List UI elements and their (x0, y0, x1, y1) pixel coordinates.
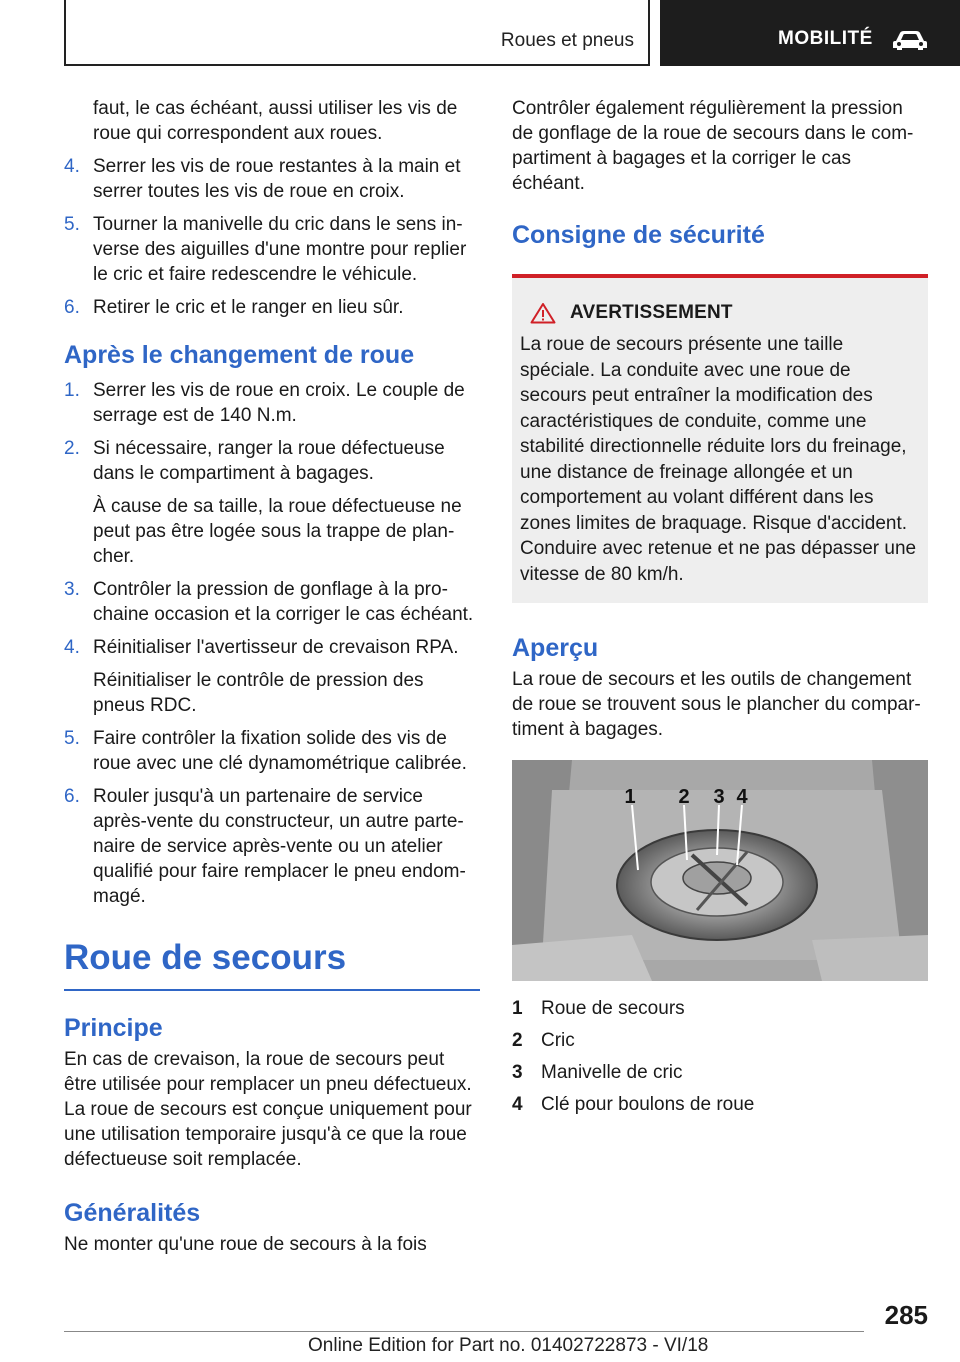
principle-text: En cas de crevaison, la roue de secours peut être utilisée pour remplacer un pneu défectueux. La roue de secours est conçue uniquement pour une utilisation temporaire jusqu'à ce que la roue défectueuse soit remplacée. (64, 1049, 472, 1170)
photo-label-2: 2 (678, 786, 690, 808)
photo-label-3: 3 (713, 786, 725, 808)
continued-text: faut, le cas échéant, aussi utiliser les vis de roue qui correspondent aux roues. (93, 98, 458, 144)
spare-wheel-heading: Roue de secours (64, 938, 347, 977)
step-note: À cause de sa taille, la roue défectueuse ne peut pas être logée sous la trappe de plancher. (93, 496, 462, 567)
section-tab (660, 0, 960, 66)
safety-heading: Consigne de sécurité (512, 221, 765, 249)
warning-box (512, 274, 928, 603)
warning-triangle-icon (530, 302, 556, 324)
photo-label-1: 1 (624, 786, 636, 808)
legend-number: 3 (512, 1062, 523, 1083)
chapter-tab (64, 0, 650, 66)
step-text: Rouler jusqu'à un partenaire de service après-vente du constructeur, un autre partenaire de service après-vente ou un atelier qualifié pour faire remplacer le pneu endommagé. (93, 786, 466, 907)
step-number: 6. (64, 786, 80, 807)
footer-edition: Online Edition for Part no. 01402722873 - VI/18 (308, 1335, 709, 1356)
after-change-heading: Après le changement de roue (64, 341, 415, 369)
legend-item (512, 993, 928, 1025)
continued-text: Contrôler également régulièrement la pression de gonflage de la roue de secours dans le compartiment à bagages et la corriger le cas échéant. (512, 98, 914, 194)
left-column (64, 96, 480, 1257)
step-number: 6. (64, 297, 80, 318)
step-text: Si nécessaire, ranger la roue défectueuse dans le compartiment à bagages. (93, 438, 445, 484)
legend-label: Roue de secours (541, 998, 685, 1019)
step-number: 5. (64, 728, 80, 749)
step-number: 1. (64, 380, 80, 401)
step-text: Tourner la manivelle du cric dans le sens inverse des aiguilles d'une montre pour replier le cric et faire redescendre le véhicule. (93, 214, 467, 285)
step-number: 4. (64, 637, 80, 658)
warning-text: La roue de secours présente une taille spéciale. La conduite avec une roue de secours peut entraîner la modification des caractéristiques de conduite, comme une stabilité directionnelle réduite lors du freinage, une distance de freinage allongée et un comportement au volant différent dans les zones limites de braquage. Risque d'accident. Conduire avec retenue et ne pas dépasser une vitesse de 80 km/h. (520, 334, 917, 585)
step-text: Réinitialiser l'avertisseur de crevaison RPA. (93, 637, 459, 658)
list-item (64, 726, 480, 776)
photo-label-4: 4 (736, 786, 748, 808)
principle-heading: Principe (64, 1014, 163, 1042)
step-text: Serrer les vis de roue en croix. Le couple de serrage est de 140 N.m. (93, 380, 465, 426)
list-item (64, 378, 480, 428)
step-text: Faire contrôler la fixation solide des vis de roue avec une clé dynamométrique calibrée. (93, 728, 467, 774)
right-column (512, 96, 928, 1121)
step-number: 4. (64, 156, 80, 177)
list-item (64, 577, 480, 627)
car-icon (892, 28, 928, 52)
legend-item (512, 1057, 928, 1089)
legend-number: 2 (512, 1030, 523, 1051)
list-item (64, 295, 480, 320)
step-text: Serrer les vis de roue restantes à la main et serrer toutes les vis de roue en croix. (93, 156, 461, 202)
step-text: Retirer le cric et le ranger en lieu sûr. (93, 297, 404, 318)
step-number: 3. (64, 579, 80, 600)
legend-item (512, 1025, 928, 1057)
list-item (64, 212, 480, 287)
page-header (0, 0, 960, 66)
step-number: 5. (64, 214, 80, 235)
legend-number: 4 (512, 1094, 523, 1115)
footer-divider (64, 1331, 864, 1332)
chapter-title: Roues et pneus (500, 30, 634, 51)
page-number: 285 (884, 1300, 928, 1330)
overview-text: La roue de secours et les outils de changement de roue se trouvent sous le plancher du compartiment à bagages. (512, 669, 921, 740)
step-number: 2. (64, 438, 80, 459)
general-heading: Généralités (64, 1199, 201, 1227)
spare-wheel-photo (512, 760, 928, 981)
legend-label: Manivelle de cric (541, 1062, 683, 1083)
step-text: Contrôler la pression de gonflage à la prochaine occasion et la corriger le cas échéant. (93, 579, 474, 625)
photo-legend (512, 993, 928, 1121)
legend-number: 1 (512, 998, 523, 1019)
section-title: MOBILITÉ (778, 28, 873, 49)
list-item (64, 154, 480, 204)
overview-heading: Aperçu (512, 634, 599, 662)
list-item (64, 436, 480, 486)
spare-section (64, 937, 480, 991)
list-item (64, 784, 480, 909)
heading-divider (64, 989, 480, 991)
legend-label: Clé pour boulons de roue (541, 1094, 755, 1115)
spare-wheel-illustration (512, 760, 928, 981)
step-note: Réinitialiser le contrôle de pression des pneus RDC. (93, 670, 424, 716)
general-text: Ne monter qu'une roue de secours à la fois (64, 1234, 427, 1255)
warning-title: AVERTISSEMENT (570, 302, 733, 323)
warning-header (520, 302, 922, 324)
steps-list-a (64, 154, 480, 320)
legend-label: Cric (541, 1030, 575, 1051)
legend-item (512, 1089, 928, 1121)
list-item (64, 635, 480, 660)
